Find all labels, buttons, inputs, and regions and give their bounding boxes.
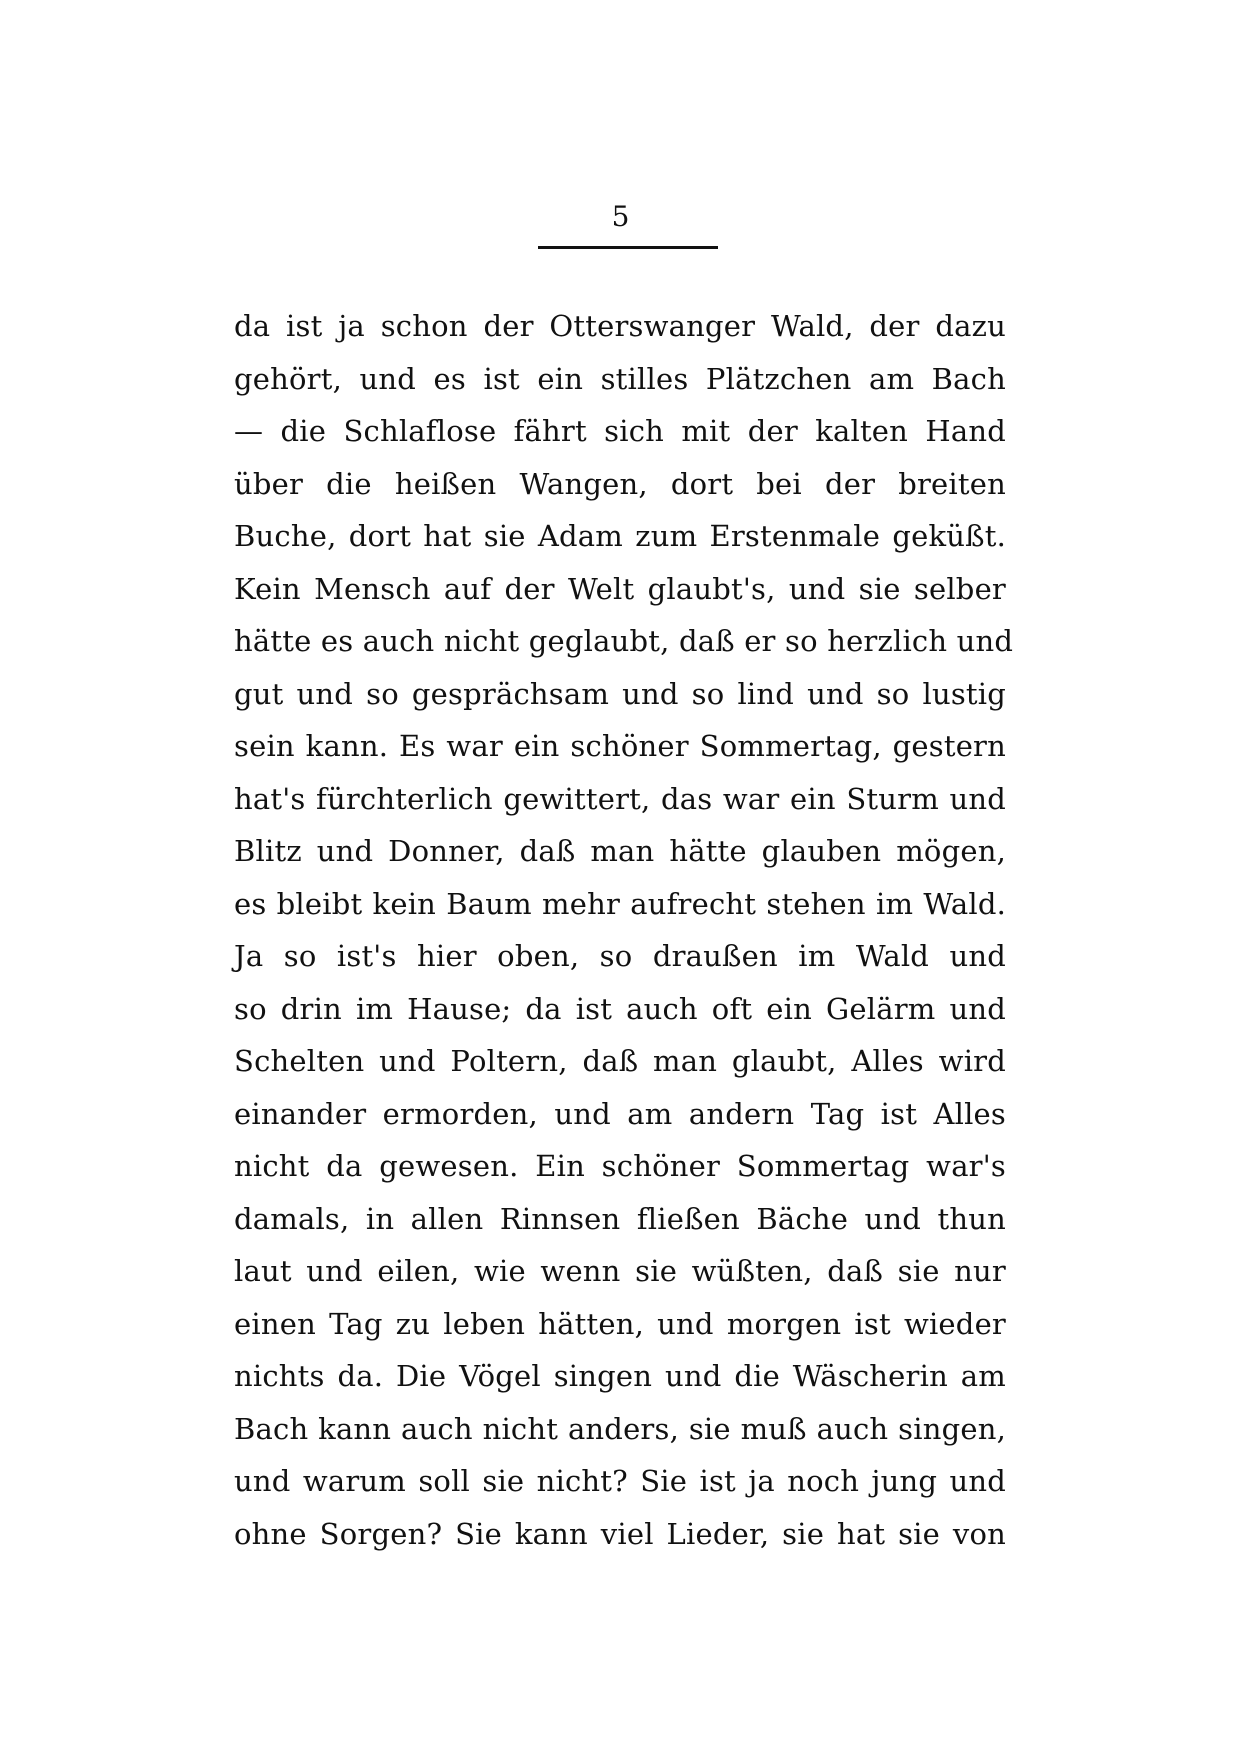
text-line: nichts da. Die Vögel singen und die Wäscherin am xyxy=(234,1359,1006,1393)
text-line: damals, in allen Rinnsen fließen Bäche und thun xyxy=(234,1201,1006,1236)
text-line: da ist ja schon der Otterswanger Wald, der dazu xyxy=(234,309,1006,343)
text-line: gut und so gesprächsam und so lind und so lustig xyxy=(234,676,1006,711)
text-line: einander ermorden, und am andern Tag ist Alles xyxy=(234,1096,1006,1131)
text-line: gehört, und es ist ein stilles Plätzchen am Bach xyxy=(234,361,1006,396)
text-line: laut und eilen, wie wenn sie wüßten, daß sie nur xyxy=(234,1254,1006,1288)
text-line: hätte es auch nicht geglaubt, daß er so herzlich und xyxy=(234,624,1014,658)
text-line: Kein Mensch auf der Welt glaubt's, und sie selber xyxy=(234,571,1006,606)
text-line: Bach kann auch nicht anders, sie muß auch singen, xyxy=(234,1411,1006,1446)
text-line: hat's fürchterlich gewittert, das war ein Sturm und xyxy=(234,781,1006,816)
header-rule xyxy=(538,246,718,249)
text-line: so drin im Hause; da ist auch oft ein Gelärm und xyxy=(234,991,1006,1026)
text-line: und warum soll sie nicht? Sie ist ja noch jung und xyxy=(234,1464,1006,1498)
page-number: 5 xyxy=(611,200,630,233)
text-line: nicht da gewesen. Ein schöner Sommertag war's xyxy=(234,1149,1006,1183)
text-line: Blitz und Donner, daß man hätte glauben mögen, xyxy=(234,834,1006,868)
text-line: ohne Sorgen? Sie kann viel Lieder, sie hat sie von xyxy=(234,1516,1006,1551)
text-line: Buche, dort hat sie Adam zum Erstenmale geküßt. xyxy=(234,519,1006,553)
text-line: Ja so ist's hier oben, so draußen im Wald und xyxy=(234,939,1006,973)
text-line: es bleibt kein Baum mehr aufrecht stehen im Wald. xyxy=(234,886,1006,921)
text-line: einen Tag zu leben hätten, und morgen ist wieder xyxy=(234,1306,1006,1341)
text-line: über die heißen Wangen, dort bei der breiten xyxy=(234,466,1006,501)
body-text xyxy=(234,300,1014,1560)
text-line: Schelten und Poltern, daß man glaubt, Alles wird xyxy=(234,1044,1006,1078)
text-line: — die Schlaflose fährt sich mit der kalten Hand xyxy=(234,414,1006,448)
text-line: sein kann. Es war ein schöner Sommertag, gestern xyxy=(234,729,1006,763)
